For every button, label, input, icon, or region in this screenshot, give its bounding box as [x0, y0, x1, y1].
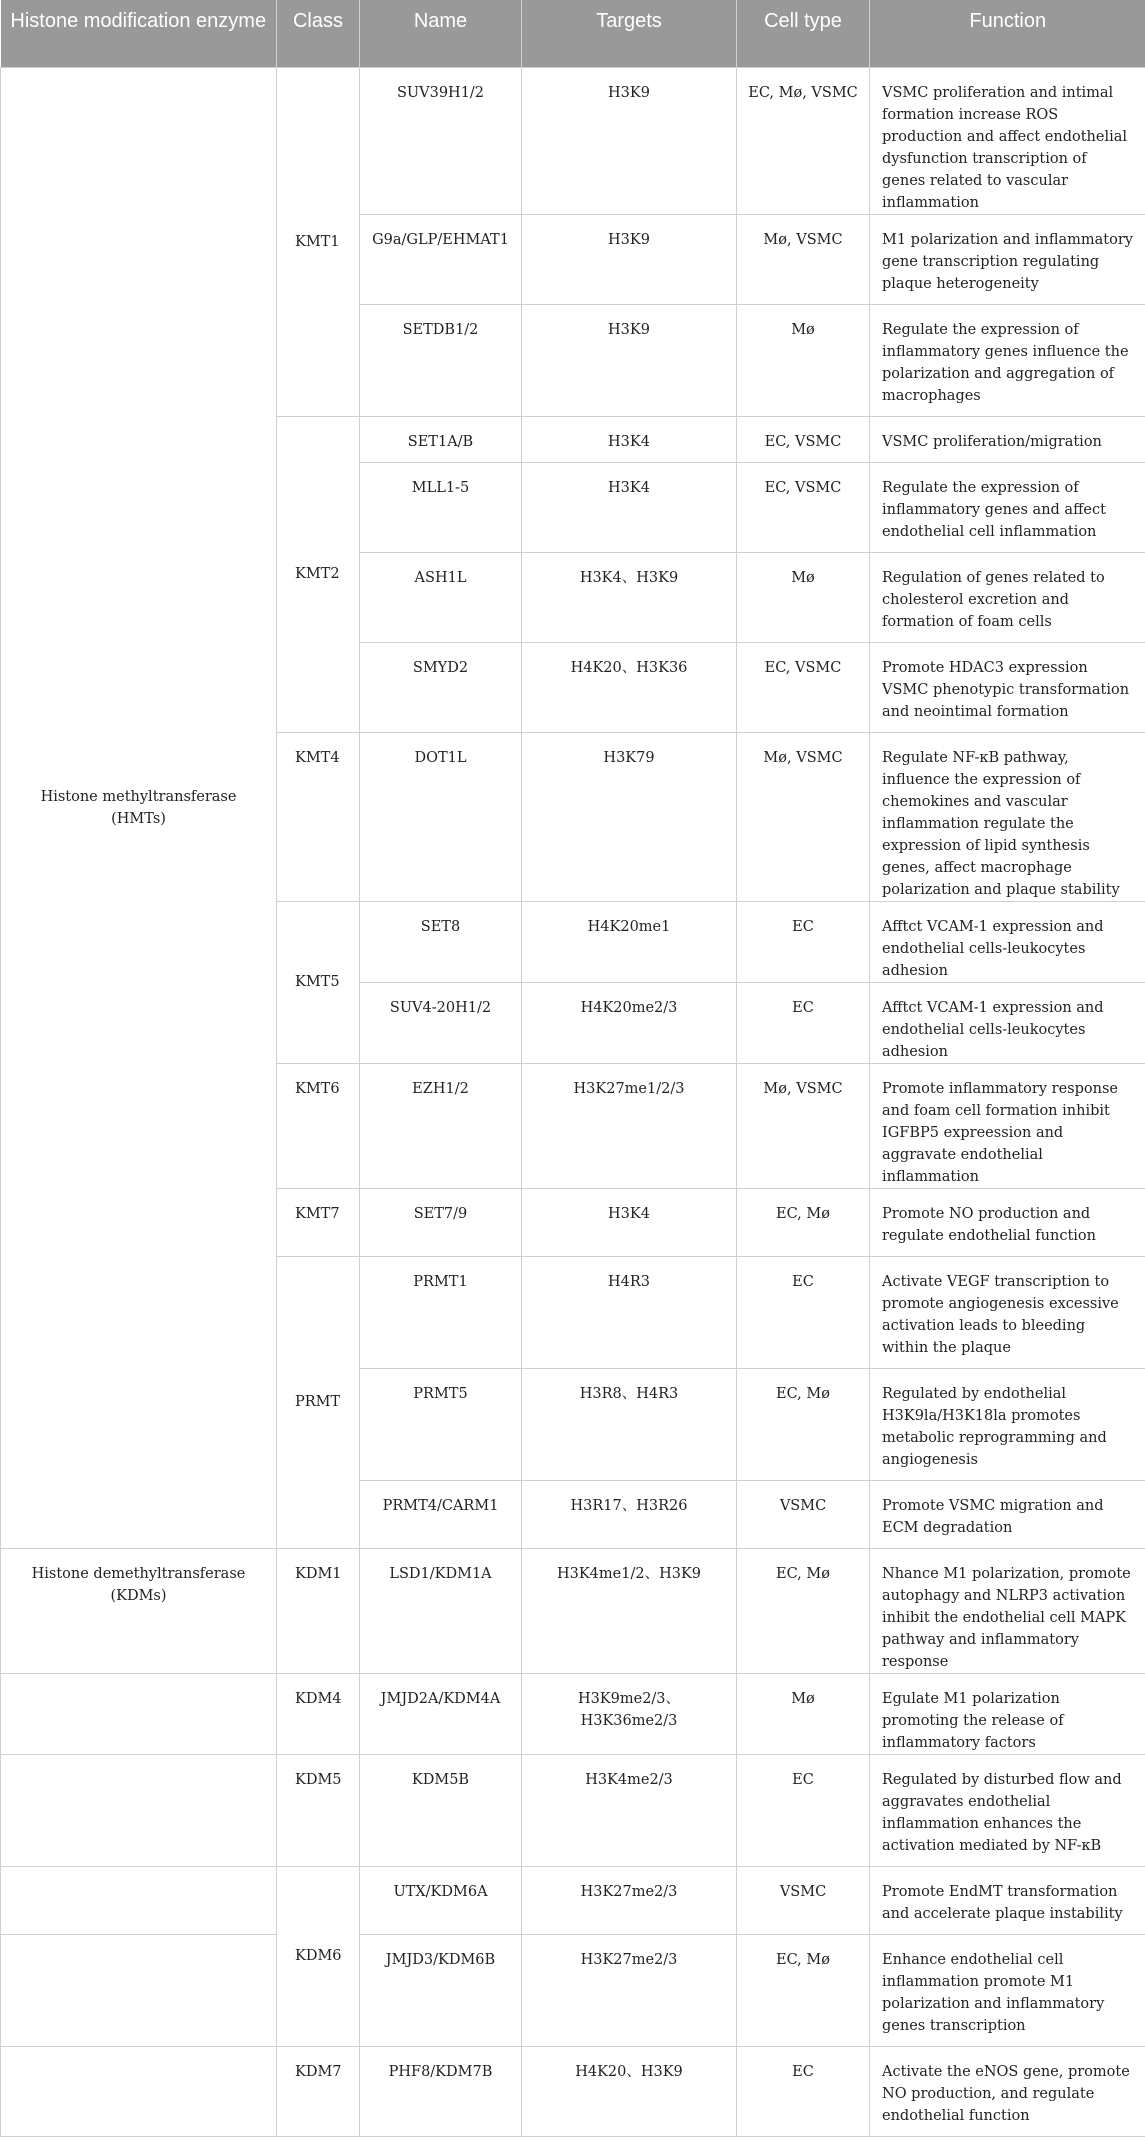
class-kmt6: KMT6 [277, 1063, 360, 1188]
enzyme-targets: H3K4me2/3 [522, 1754, 737, 1866]
table-row [1, 1754, 1145, 1866]
enzyme-function: Regulated by disturbed flow and aggravates endothelial inflammation enhances the activation mediated by NF-κB [870, 1754, 1145, 1866]
enzyme-name: JMJD2A/KDM4A [360, 1673, 522, 1754]
table-row [1, 1673, 1145, 1754]
enzyme-name: SET7/9 [360, 1188, 522, 1256]
enzyme-function: Promote NO production and regulate endothelial function [870, 1188, 1145, 1256]
class-prmt: PRMT [277, 1256, 360, 1548]
enzyme-name: PRMT4/CARM1 [360, 1480, 522, 1548]
enzyme-function: Promote EndMT transformation and accelerate plaque instability [870, 1866, 1145, 1934]
enzyme-targets: H3K27me2/3 [522, 1866, 737, 1934]
class-kmt5: KMT5 [277, 901, 360, 1063]
enzyme-targets: H3K9 [522, 214, 737, 304]
table-row [1, 1934, 1145, 2046]
enzyme-function: Afftct VCAM-1 expression and endothelial cells-leukocytes adhesion [870, 982, 1145, 1063]
enzyme-name: SUV4-20H1/2 [360, 982, 522, 1063]
enzyme-function: Regulation of genes related to cholesterol excretion and formation of foam cells [870, 552, 1145, 642]
enzyme-function: Regulated by endothelial H3K9la/H3K18la promotes metabolic reprogramming and angiogenesis [870, 1368, 1145, 1480]
enzyme-name: UTX/KDM6A [360, 1866, 522, 1934]
enzyme-function: Regulate the expression of inflammatory genes influence the polarization and aggregation of macrophages [870, 304, 1145, 416]
blank-cell [1, 2046, 277, 2136]
enzyme-cell-type: Mø, VSMC [737, 732, 870, 901]
enzyme-function: Promote inflammatory response and foam cell formation inhibit IGFBP5 expreession and aggravate endothelial inflammation [870, 1063, 1145, 1188]
enzyme-cell-type: EC [737, 1256, 870, 1368]
enzyme-targets: H3K9 [522, 67, 737, 214]
enzyme-targets: H3K79 [522, 732, 737, 901]
enzyme-targets: H4K20、H3K9 [522, 2046, 737, 2136]
enzyme-function: VSMC proliferation/migration [870, 416, 1145, 462]
enzyme-name: MLL1-5 [360, 462, 522, 552]
enzyme-cell-type: EC, Mø [737, 1548, 870, 1673]
enzyme-name: SET1A/B [360, 416, 522, 462]
enzyme-targets: H3R8、H4R3 [522, 1368, 737, 1480]
enzyme-name: G9a/GLP/EHMAT1 [360, 214, 522, 304]
class-kmt1: KMT1 [277, 67, 360, 416]
enzyme-cell-type: EC, Mø [737, 1934, 870, 2046]
enzyme-name: EZH1/2 [360, 1063, 522, 1188]
enzyme-name: ASH1L [360, 552, 522, 642]
group-hmt: Histone methyltransferase (HMTs) [1, 67, 277, 1548]
enzyme-cell-type: EC [737, 1754, 870, 1866]
enzyme-function: Promote VSMC migration and ECM degradation [870, 1480, 1145, 1548]
header-class: Class [277, 0, 360, 67]
enzyme-cell-type: Mø [737, 552, 870, 642]
enzyme-cell-type: VSMC [737, 1480, 870, 1548]
table-header [1, 0, 1145, 67]
enzyme-name: LSD1/KDM1A [360, 1548, 522, 1673]
enzyme-targets: H3K9me2/3、H3K36me2/3 [522, 1673, 737, 1754]
blank-cell [1, 1754, 277, 1866]
enzyme-cell-type: EC, Mø [737, 1368, 870, 1480]
enzyme-name: KDM5B [360, 1754, 522, 1866]
enzyme-cell-type: Mø, VSMC [737, 214, 870, 304]
enzyme-targets: H4K20me1 [522, 901, 737, 982]
enzyme-name: SUV39H1/2 [360, 67, 522, 214]
enzyme-targets: H4R3 [522, 1256, 737, 1368]
class-kdm7: KDM7 [277, 2046, 360, 2136]
header-name: Name [360, 0, 522, 67]
enzyme-cell-type: EC, Mø, VSMC [737, 67, 870, 214]
enzyme-targets: H4K20、H3K36 [522, 642, 737, 732]
enzyme-function: Activate VEGF transcription to promote angiogenesis excessive activation leads to bleeding within the plaque [870, 1256, 1145, 1368]
enzyme-function: Promote HDAC3 expression VSMC phenotypic transformation and neointimal formation [870, 642, 1145, 732]
class-kdm4: KDM4 [277, 1673, 360, 1754]
blank-cell [1, 1934, 277, 2046]
class-kdm6: KDM6 [277, 1866, 360, 2046]
enzyme-name: DOT1L [360, 732, 522, 901]
table-row [1, 1548, 1145, 1673]
enzyme-targets: H3K4 [522, 416, 737, 462]
enzyme-targets: H3K9 [522, 304, 737, 416]
table-row [1, 1866, 1145, 1934]
enzyme-name: PHF8/KDM7B [360, 2046, 522, 2136]
enzyme-cell-type: Mø, VSMC [737, 1063, 870, 1188]
enzyme-cell-type: Mø [737, 1673, 870, 1754]
enzyme-targets: H3K4、H3K9 [522, 552, 737, 642]
enzyme-name: SMYD2 [360, 642, 522, 732]
enzyme-targets: H3R17、H3R26 [522, 1480, 737, 1548]
table-body [1, 67, 1145, 2136]
class-kmt4: KMT4 [277, 732, 360, 901]
enzyme-function: Afftct VCAM-1 expression and endothelial cells-leukocytes adhesion [870, 901, 1145, 982]
enzyme-function: Egulate M1 polarization promoting the release of inflammatory factors [870, 1673, 1145, 1754]
enzyme-function: Regulate the expression of inflammatory genes and affect endothelial cell inflammation [870, 462, 1145, 552]
class-kmt2: KMT2 [277, 416, 360, 732]
group-kdm: Histone demethyltransferase (KDMs) [1, 1548, 277, 1673]
class-kdm1: KDM1 [277, 1548, 360, 1673]
enzyme-function: Regulate NF-κB pathway, influence the expression of chemokines and vascular inflammation regulate the expression of lipid synthesis genes, affect macrophage polarization and plaque stability [870, 732, 1145, 901]
enzyme-cell-type: EC [737, 2046, 870, 2136]
enzyme-targets: H3K27me1/2/3 [522, 1063, 737, 1188]
enzyme-cell-type: EC, VSMC [737, 642, 870, 732]
enzyme-cell-type: VSMC [737, 1866, 870, 1934]
class-kmt7: KMT7 [277, 1188, 360, 1256]
enzyme-function: Activate the eNOS gene, promote NO production, and regulate endothelial function [870, 2046, 1145, 2136]
blank-cell [1, 1673, 277, 1754]
enzyme-targets: H3K27me2/3 [522, 1934, 737, 2046]
enzyme-name: PRMT5 [360, 1368, 522, 1480]
enzyme-name: JMJD3/KDM6B [360, 1934, 522, 2046]
enzyme-name: SETDB1/2 [360, 304, 522, 416]
class-kdm5: KDM5 [277, 1754, 360, 1866]
enzyme-cell-type: EC [737, 982, 870, 1063]
enzyme-targets: H3K4 [522, 462, 737, 552]
enzyme-cell-type: EC, Mø [737, 1188, 870, 1256]
enzyme-cell-type: EC, VSMC [737, 416, 870, 462]
header-cell-type: Cell type [737, 0, 870, 67]
blank-cell [1, 1866, 277, 1934]
enzyme-function: Nhance M1 polarization, promote autophagy and NLRP3 activation inhibit the endothelial cell MAPK pathway and inflammatory response [870, 1548, 1145, 1673]
enzyme-cell-type: Mø [737, 304, 870, 416]
enzyme-name: PRMT1 [360, 1256, 522, 1368]
table-row [1, 2046, 1145, 2136]
enzyme-name: SET8 [360, 901, 522, 982]
enzyme-function: M1 polarization and inflammatory gene transcription regulating plaque heterogeneity [870, 214, 1145, 304]
header-enzyme: Histone modification enzyme [1, 0, 277, 67]
enzyme-function: Enhance endothelial cell inflammation promote M1 polarization and inflammatory genes transcription [870, 1934, 1145, 2046]
enzyme-cell-type: EC [737, 901, 870, 982]
header-function: Function [870, 0, 1145, 67]
enzyme-cell-type: EC, VSMC [737, 462, 870, 552]
enzyme-targets: H3K4 [522, 1188, 737, 1256]
enzyme-targets: H4K20me2/3 [522, 982, 737, 1063]
enzyme-function: VSMC proliferation and intimal formation increase ROS production and affect endothelial dysfunction transcription of genes related to vascular inflammation [870, 67, 1145, 214]
enzyme-targets: H3K4me1/2、H3K9 [522, 1548, 737, 1673]
table-row [1, 67, 1145, 214]
header-targets: Targets [522, 0, 737, 67]
